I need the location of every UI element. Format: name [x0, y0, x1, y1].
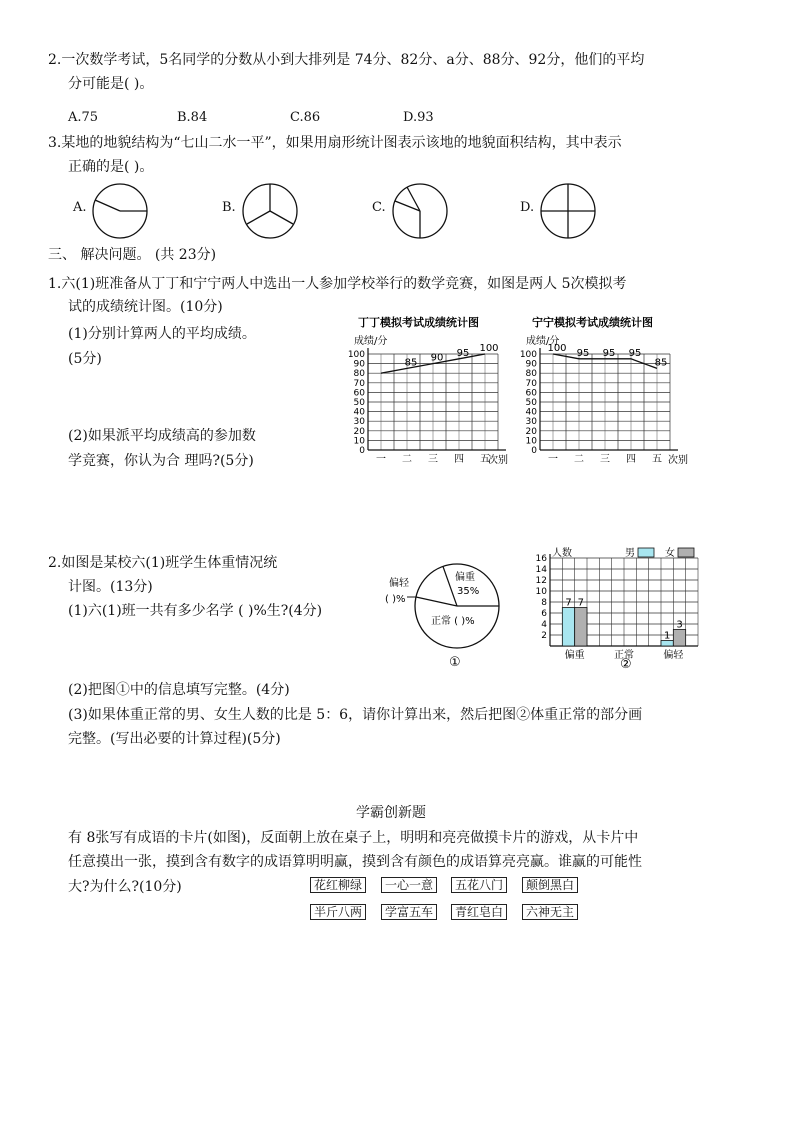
y-tick-label: 14: [535, 565, 547, 575]
pie-heavy-percent: 35%: [457, 586, 480, 597]
x-tick-label: 偏轻: [663, 650, 684, 661]
y-tick-label: 90: [353, 359, 365, 370]
legend-label: 女: [665, 548, 675, 559]
q3-option-b: B.: [222, 200, 236, 215]
x-tick-label: 三: [600, 454, 610, 465]
idiom-card: 学富五车: [381, 904, 437, 920]
bonus-line2: 任意摸出一张，摸到含有数字的成语算明明赢，摸到含有颜色的成语算亮亮赢。谁赢的可能性: [68, 854, 642, 870]
idiom-card: 半斤八两: [310, 904, 366, 920]
data-label: 100: [479, 343, 499, 354]
bar-value-label: 7: [577, 597, 585, 609]
q2-line1: 2.一次数学考试，5名同学的分数从小到大排列是 74分、82分、a分、88分、92分，他们的平均: [48, 52, 645, 68]
data-label: 90: [430, 352, 444, 364]
section3-title: 三、 解决问题。 (共 23分): [48, 247, 217, 263]
p1-sub2b: 学竞赛，你认为合 理吗?(5分): [68, 453, 254, 469]
x-axis-label: 次别: [488, 455, 508, 466]
x-tick-label: 偏重: [564, 650, 585, 661]
p1-sub2a: (2)如果派平均成绩高的参加数: [68, 428, 256, 444]
x-tick-label: 一: [548, 454, 558, 465]
ningning-line-chart: [510, 312, 700, 470]
pie-light-label: 偏轻: [389, 578, 409, 589]
y-tick-label: 70: [353, 378, 365, 389]
pie-option-c: [390, 181, 450, 241]
q2-line2: 分可能是( )。: [68, 76, 154, 92]
pie-normal-label: 正常 ( )%: [431, 616, 475, 627]
data-label: 95: [456, 347, 470, 359]
q3-line1: 3.某地的地貌结构为“七山二水一平”，如果用扇形统计图表示该地的地貌面积结构，其中表示: [48, 135, 622, 151]
y-tick-label: 60: [525, 388, 537, 399]
idiom-card: 颠倒黑白: [522, 877, 578, 893]
idiom-card: 一心一意: [381, 877, 437, 893]
p1-sub1: (1)分别计算两人的平均成绩。: [68, 326, 256, 342]
idiom-card: 花红柳绿: [310, 877, 366, 893]
y-tick-label: 30: [353, 417, 365, 428]
p2-sub1: (1)六(1)班一共有多少名学 ( )%生?(4分): [68, 603, 323, 619]
p2-sub3b: 完整。(写出必要的计算过程)(5分): [68, 731, 281, 747]
q2-option-d: D.93: [403, 110, 434, 125]
idiom-card: 六神无主: [522, 904, 578, 920]
y-tick-label: 16: [535, 554, 547, 564]
y-tick-label: 10: [525, 436, 537, 447]
idiom-card: 青红皂白: [451, 904, 507, 920]
bonus-line3: 大?为什么?(10分): [68, 879, 182, 895]
x-tick-label: 二: [402, 454, 412, 465]
y-tick-label: 100: [347, 350, 365, 360]
x-tick-label: 五: [652, 454, 662, 465]
dingding-line-chart: [338, 312, 508, 470]
y-tick-label: 20: [525, 426, 537, 437]
y-tick-label: 10: [353, 436, 365, 447]
idiom-card: 五花八门: [451, 877, 507, 893]
bar: [562, 608, 574, 647]
bonus-title: 学霸创新题: [356, 805, 426, 821]
y-axis-label: 成绩/分: [526, 336, 560, 347]
x-tick-label: 四: [454, 454, 464, 465]
p2-sub3a: (3)如果体重正常的男、女生人数的比是 5：6，请你计算出来，然后把图②体重正常的部分画: [68, 707, 643, 723]
y-tick-label: 6: [541, 609, 547, 619]
y-tick-label: 40: [525, 407, 537, 418]
legend-swatch: [638, 548, 654, 557]
p2-line1: 2.如图是某校六(1)班学生体重情况统: [48, 555, 278, 571]
legend-swatch: [678, 548, 694, 557]
bar: [673, 630, 685, 647]
data-label: 95: [602, 347, 616, 359]
y-tick-label: 2: [541, 631, 547, 641]
data-label: 95: [576, 347, 590, 359]
q2-option-b: B.84: [177, 110, 208, 125]
weight-bar-chart: [530, 544, 710, 670]
y-tick-label: 90: [525, 359, 537, 370]
y-tick-label: 4: [541, 620, 547, 630]
bonus-line1: 有 8张写有成语的卡片(如图)，反面朝上放在桌子上，明明和亮亮做摸卡片的游戏，从卡片中: [68, 830, 639, 846]
x-tick-label: 五: [480, 454, 490, 465]
y-tick-label: 20: [353, 426, 365, 437]
y-tick-label: 8: [541, 598, 547, 608]
y-tick-label: 60: [353, 388, 365, 399]
data-label: 85: [404, 357, 418, 369]
y-tick-label: 50: [525, 398, 537, 408]
legend-label: 男: [625, 548, 635, 559]
data-label: 100: [547, 343, 567, 354]
q3-option-d: D.: [520, 200, 535, 215]
bar-value-label: 1: [663, 630, 671, 642]
data-label: 85: [654, 357, 668, 369]
y-tick-label: 30: [525, 417, 537, 428]
p1-line2: 试的成绩统计图。(10分): [68, 299, 223, 315]
pie-figure-label: ①: [449, 655, 461, 670]
p1-line1: 1.六(1)班准备从丁丁和宁宁两人中选出一人参加学校举行的数学竞赛，如图是两人 5次模拟考: [48, 276, 627, 292]
q3-line2: 正确的是( )。: [68, 159, 154, 175]
q3-option-a: A.: [73, 200, 87, 215]
weight-pie-chart: [385, 562, 515, 672]
y-tick-label: 10: [535, 587, 547, 597]
y-tick-label: 40: [353, 407, 365, 418]
y-tick-label: 80: [525, 369, 537, 380]
bar-value-label: 3: [676, 619, 683, 631]
pie-heavy-label: 偏重: [455, 572, 475, 583]
y-axis-label: 成绩/分: [354, 336, 388, 347]
p2-sub2: (2)把图①中的信息填写完整。(4分): [68, 682, 290, 698]
bar-figure-label: ②: [620, 657, 632, 670]
x-axis-label: 次别: [668, 455, 688, 466]
y-tick-label: 80: [353, 369, 365, 380]
data-label: 95: [628, 347, 642, 359]
y-tick-label: 12: [535, 576, 547, 586]
x-tick-label: 二: [574, 454, 584, 465]
q2-option-c: C.86: [290, 110, 321, 125]
pie-option-a: [90, 181, 150, 241]
p1-sub1-points: (5分): [68, 351, 102, 367]
y-tick-label: 50: [353, 398, 365, 408]
y-tick-label: 0: [359, 446, 365, 456]
chart-title: 丁丁模拟考试成绩统计图: [358, 316, 479, 329]
x-tick-label: 四: [626, 454, 636, 465]
bar-value-label: 7: [565, 597, 572, 609]
q2-option-a: A.75: [68, 110, 99, 125]
chart-title: 宁宁模拟考试成绩统计图: [532, 316, 653, 329]
x-tick-label: 正常: [614, 650, 634, 661]
pie-light-percent: ( )%: [385, 594, 406, 605]
x-tick-label: 一: [376, 454, 386, 465]
x-tick-label: 三: [428, 454, 438, 465]
pie-option-b: [240, 181, 300, 241]
q3-option-c: C.: [372, 200, 386, 215]
bar: [575, 608, 587, 647]
y-tick-label: 0: [531, 446, 537, 456]
y-tick-label: 100: [519, 350, 537, 360]
y-axis-label: 人数: [552, 548, 572, 559]
pie-option-d: [538, 181, 598, 241]
y-tick-label: 70: [525, 378, 537, 389]
p2-line2: 计图。(13分): [68, 579, 153, 595]
